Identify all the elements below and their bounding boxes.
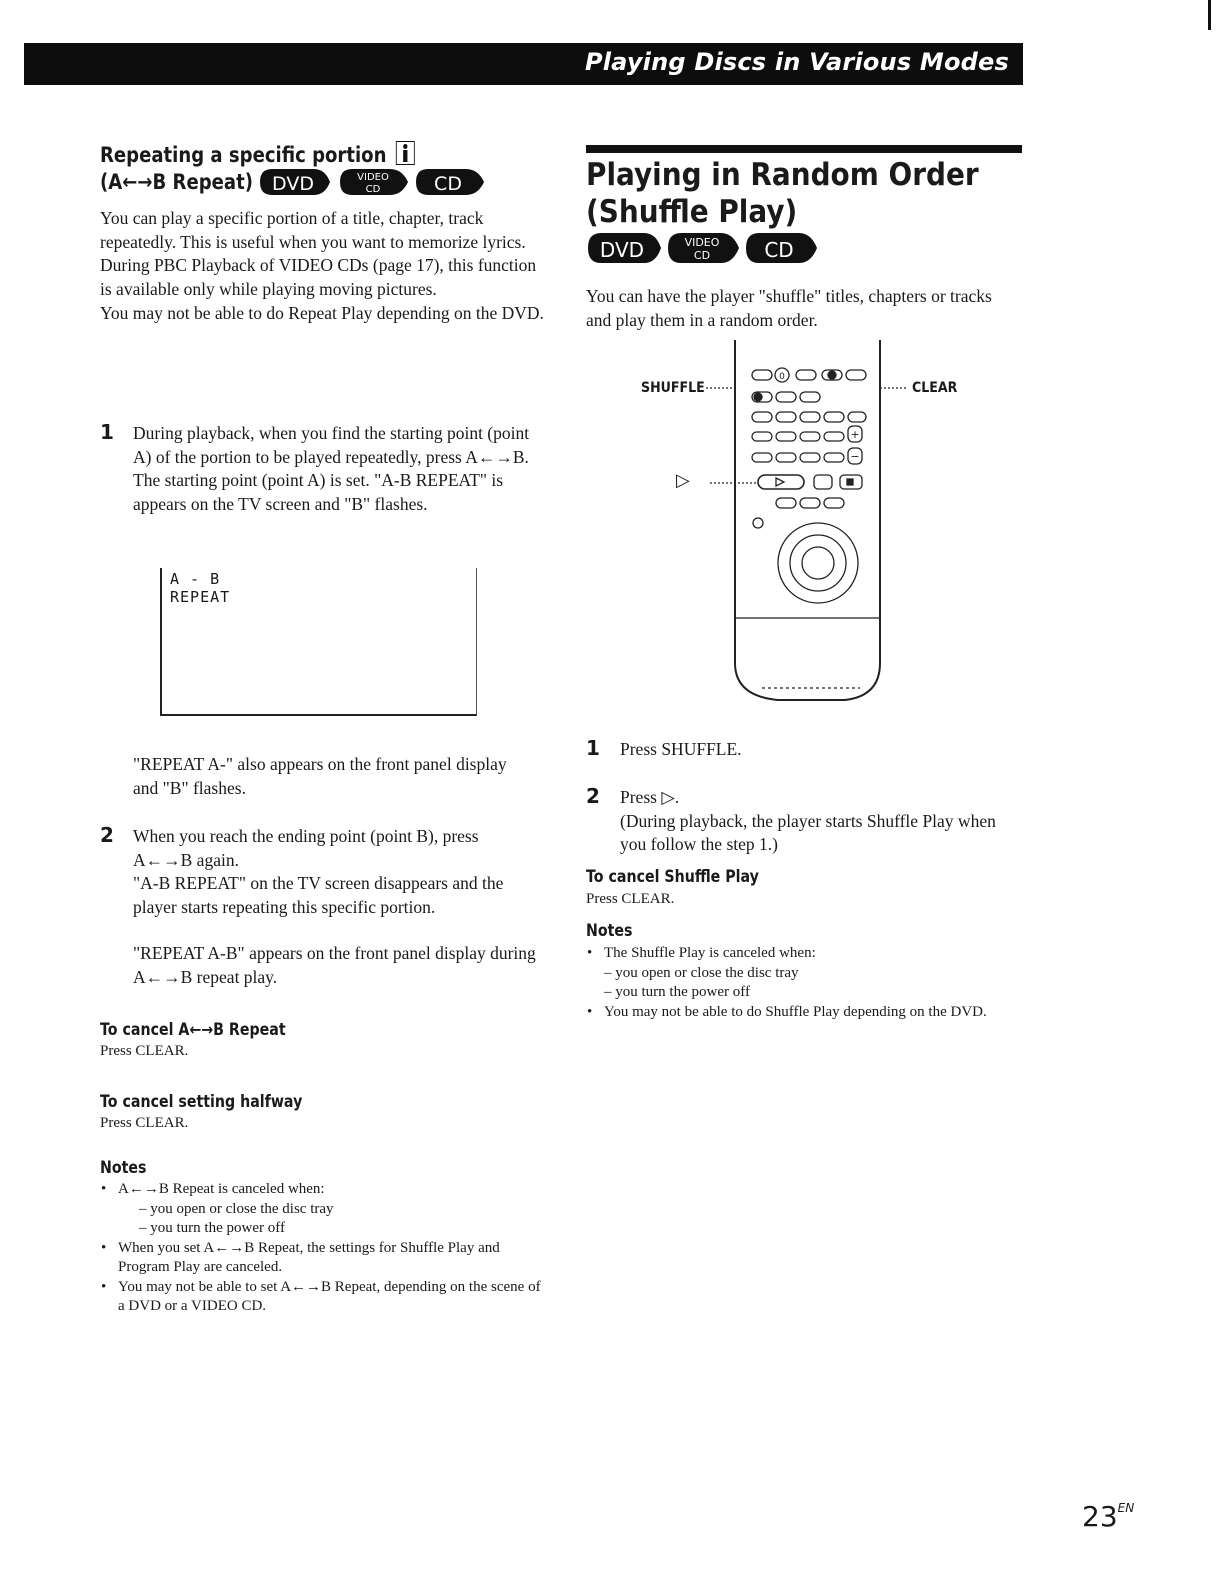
notes-list <box>587 944 1012 1022</box>
svg-text:0: 0 <box>779 372 785 382</box>
clear-label: CLEAR <box>912 380 958 396</box>
heading-text: Repeating a specific portion <box>100 143 387 167</box>
step2-text <box>133 825 533 920</box>
intro-paragraph: During PBC Playback of VIDEO CDs (page 17), this function is available only while playing moving pictures. <box>100 255 537 300</box>
step-number: 1 <box>100 420 114 444</box>
shuffle-step2-instruction: Press ▷. <box>620 787 680 807</box>
right-title-line2: (Shuffle Play) <box>586 194 798 230</box>
note-subitem: – you open or close the disc tray <box>139 1200 334 1217</box>
step2-instruction: When you reach the ending point (point B), press A←→B again. <box>133 826 479 870</box>
tv-screen-display <box>160 568 477 716</box>
step-number: 2 <box>586 784 600 808</box>
cd-badge <box>746 233 817 263</box>
notes-title: Notes <box>586 921 633 940</box>
remote-control-illustration <box>700 338 915 710</box>
shuffle-label: SHUFFLE <box>641 380 705 396</box>
dvd-badge <box>588 233 661 263</box>
video-badge-label: VIDEO <box>357 172 389 183</box>
dvd-badge-label: DVD <box>599 238 645 262</box>
note-item: • A←→B Repeat is canceled when: <box>101 1180 541 1200</box>
note-item: • When you set A←→B Repeat, the settings for Shuffle Play and Program Play are canceled. <box>101 1239 541 1278</box>
cd-badge-label: CD <box>764 238 794 262</box>
note-subitem: – you turn the power off <box>139 1220 285 1236</box>
left-heading-line1 <box>100 141 415 169</box>
cd-badge-label: CD <box>434 173 462 195</box>
shuffle-step1-text: Press SHUFFLE. <box>620 739 742 759</box>
svg-text:+: + <box>850 428 860 441</box>
video-cd-badge <box>340 169 408 195</box>
cancel-ab-title: To cancel A←→B Repeat <box>100 1020 286 1039</box>
cancel-ab-text: Press CLEAR. <box>100 1043 189 1059</box>
page-number <box>1082 1500 1134 1533</box>
step1-after: "REPEAT A-" also appears on the front panel display and "B" flashes. <box>133 754 507 798</box>
info-icon <box>396 141 415 165</box>
intro-paragraph: You may not be able to do Repeat Play depending on the DVD. <box>100 302 544 323</box>
step-number: 1 <box>586 736 600 760</box>
play-symbol-label: ▷ <box>676 470 690 490</box>
svg-text:−: − <box>850 450 860 463</box>
disc-type-badges <box>258 166 488 198</box>
cancel-halfway-title: To cancel setting halfway <box>100 1092 303 1111</box>
video-cd-badge-label: CD <box>693 249 711 262</box>
section-header-title: Playing Discs in Various Modes <box>584 48 1009 76</box>
step1-text <box>133 422 538 517</box>
section-header-bar <box>24 43 1023 85</box>
step1-result: The starting point (point A) is set. "A-B REPEAT" is appears on the TV screen and "B" flashes. <box>133 470 504 515</box>
cancel-halfway-text: Press CLEAR. <box>100 1115 189 1131</box>
left-intro <box>100 207 545 326</box>
cancel-shuffle-text: Press CLEAR. <box>586 891 675 907</box>
cd-badge <box>416 169 484 195</box>
osd-text: A - B REPEAT <box>170 570 231 606</box>
dvd-badge <box>260 169 330 195</box>
page-number-suffix: EN <box>1117 1501 1135 1515</box>
notes-list <box>101 1180 541 1317</box>
video-badge-label: VIDEO <box>684 236 720 249</box>
video-cd-badge <box>668 233 739 263</box>
cancel-shuffle-title: To cancel Shuffle Play <box>586 867 759 886</box>
note-item: • You may not be able to do Shuffle Play depending on the DVD. <box>587 1003 1012 1023</box>
dvd-badge-label: DVD <box>272 173 314 195</box>
step2-after: "REPEAT A-B" appears on the front panel display during A←→B repeat play. <box>133 943 536 987</box>
note-subitem: – you turn the power off <box>604 984 750 1000</box>
right-title-line1: Playing in Random Order <box>586 157 979 193</box>
step-number: 2 <box>100 823 114 847</box>
disc-type-badges-right <box>586 231 826 265</box>
page-edge-mark <box>1208 0 1211 30</box>
note-subitem: – you open or close the disc tray <box>604 964 799 981</box>
intro-paragraph: You can play a specific portion of a title, chapter, track repeatedly. This is useful when you want to memorize lyrics. <box>100 208 526 252</box>
step1-instruction: During playback, when you find the starting point (point A) of the portion to be played repeatedly, press A←→B. <box>133 423 530 467</box>
section-rule <box>586 145 1022 153</box>
note-item: • You may not be able to set A←→B Repeat, depending on the scene of a DVD or a VIDEO CD. <box>101 1278 541 1317</box>
notes-title: Notes <box>100 1158 147 1177</box>
right-intro: You can have the player "shuffle" titles, chapters or tracks and play them in a random order. <box>586 286 992 330</box>
page-number-value: 23 <box>1082 1500 1118 1533</box>
video-cd-badge-label: CD <box>365 184 381 195</box>
shuffle-step2-text <box>620 786 1005 857</box>
left-heading-line2: (A←→B Repeat) <box>100 170 253 194</box>
left-heading-line2-row <box>100 168 278 196</box>
step2-result: "A-B REPEAT" on the TV screen disappears and the player starts repeating this specific portion. <box>133 873 504 918</box>
shuffle-step2-note: (During playback, the player starts Shuffle Play when you follow the step 1.) <box>620 810 996 855</box>
note-item: • The Shuffle Play is canceled when: <box>587 944 1012 964</box>
